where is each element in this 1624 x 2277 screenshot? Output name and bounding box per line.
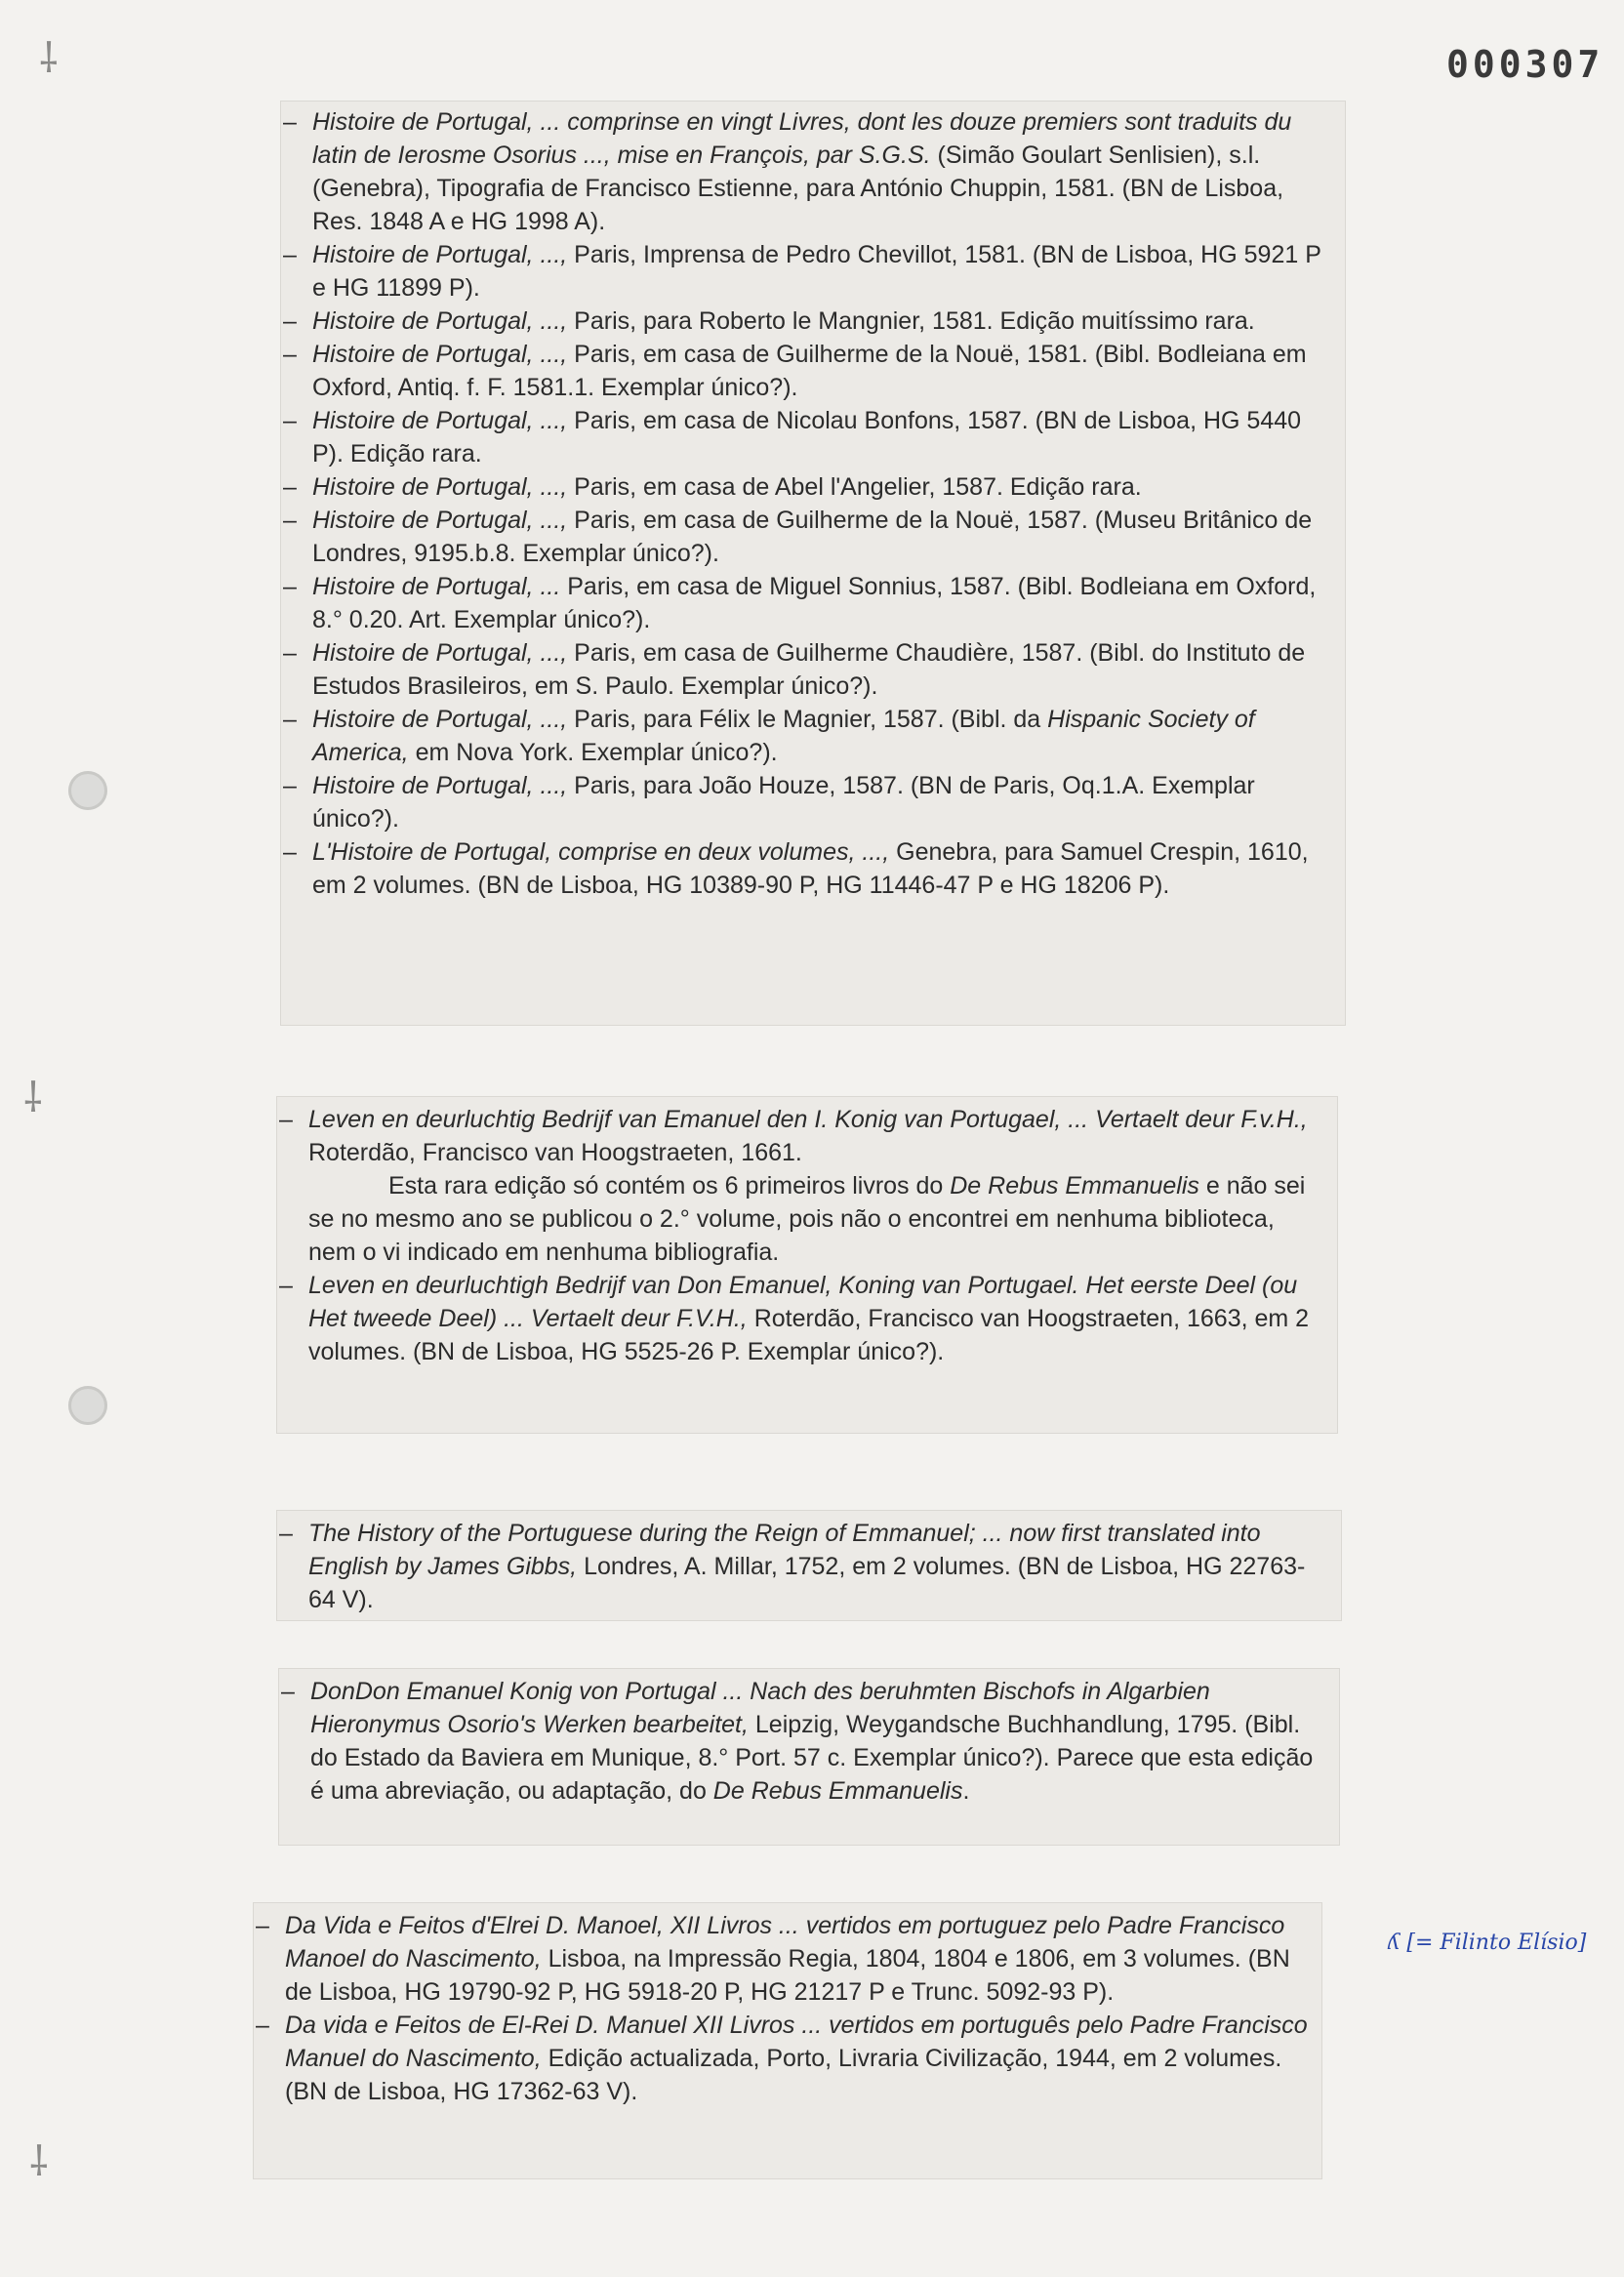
entry-leven-1661: – Leven en deurluchtig Bedrijf van Emanuel den I. Konig van Portugael, ... Vertaelt deur F.v.H., Roterdão, Francisco van Hoogstraeten, 1661. xyxy=(279,1106,1308,1166)
entry-histoire-1587-chaudiere: – Histoire de Portugal, ..., Paris, em casa de Guilherme Chaudière, 1587. (Bibl. do Instituto de Estudos Brasileiros, em S. Paulo. Exemplar único?). xyxy=(283,639,1306,700)
entry-histoire-1581-mangnier: – Histoire de Portugal, ..., Paris, para Roberto le Mangnier, 1581. Edição muitíssimo rara. xyxy=(283,307,1255,335)
clipping-block-da-vida xyxy=(254,1903,1321,2178)
entry-histoire-1587-houze: – Histoire de Portugal, ..., Paris, para João Houze, 1587. (BN de Paris, Oq.1.A. Exemplar único?). xyxy=(283,772,1255,833)
entry-histoire-1581-genebra: – Histoire de Portugal, ... comprinse en vingt Livres, dont les douze premiers sont traduits du latin de Ierosme Osorius ..., mise en François, par S.G.S. (Simão Goulart Senlisien), s.l. (Genebra), Tipografia de Francisco Estienne, para António Chuppin, 1581. (BN de Lisboa, Res. 1848 A e HG 1998 A). xyxy=(283,108,1292,235)
entry-history-1752: – The History of the Portuguese during the Reign of Emmanuel; ... now first translated into English by James Gibbs, Londres, A. Millar, 1752, em 2 volumes. (BN de Lisboa, HG 22763-64 V). xyxy=(279,1520,1306,1613)
entry-histoire-1610-crespin: – L'Histoire de Portugal, comprise en deux volumes, ..., Genebra, para Samuel Crespin, 1610, em 2 volumes. (BN de Lisboa, HG 10389-90 P, HG 11446-47 P e HG 18206 P). xyxy=(283,838,1309,899)
entry-da-vida-1944: – Da vida e Feitos de El-Rei D. Manuel XII Livros ... vertidos em português pelo Padre Francisco Manuel do Nascimento, Edição actualizada, Porto, Livraria Civilização, 1944, em 2 volumes. (BN de Lisboa, HG 17362-63 V). xyxy=(256,2012,1308,2105)
entry-da-vida-1804: – Da Vida e Feitos d'Elrei D. Manoel, XII Livros ... vertidos em portuguez pelo Padre Francisco Manoel do Nascimento, Lisboa, na Impressão Regia, 1804, 1804 e 1806, em 3 volumes. (BN de Lisboa, HG 19790-92 P, HG 5918-20 P, HG 21217 P e Trunc. 5092-93 P). xyxy=(256,1912,1290,2006)
entry-histoire-1587-noue: – Histoire de Portugal, ..., Paris, em casa de Guilherme de la Nouë, 1587. (Museu Britânico de Londres, 9195.b.8. Exemplar único?). xyxy=(283,507,1313,567)
handwritten-note: ʎ [= Filinto Elísio] xyxy=(1388,1931,1587,1955)
page-number: 000307 xyxy=(1446,43,1604,86)
punch-hole-lower xyxy=(68,1386,107,1425)
entry-histoire-1587-magnier: – Histoire de Portugal, ..., Paris, para Félix le Magnier, 1587. (Bibl. da Hispanic Society of America, em Nova York. Exemplar único?). xyxy=(283,706,1255,766)
margin-mark-middle: ⸸ xyxy=(23,1074,43,1121)
entry-histoire-1587-sonnius: – Histoire de Portugal, ... Paris, em casa de Miguel Sonnius, 1587. (Bibl. Bodleiana em Oxford, 8.° 0.20. Art. Exemplar único?). xyxy=(283,573,1317,633)
clipping-block-leven xyxy=(277,1097,1337,1433)
punch-hole-upper xyxy=(68,771,107,810)
entry-histoire-1581-noue: – Histoire de Portugal, ..., Paris, em casa de Guilherme de la Nouë, 1581. (Bibl. Bodleiana em Oxford, Antiq. f. F. 1581.1. Exemplar único?). xyxy=(283,341,1307,401)
clipping-block-history xyxy=(277,1511,1341,1620)
entry-histoire-1587-angelier: – Histoire de Portugal, ..., Paris, em casa de Abel l'Angelier, 1587. Edição rara. xyxy=(283,473,1142,501)
clipping-block-histoire xyxy=(281,102,1345,1025)
commentary-leven-1661: Esta rara edição só contém os 6 primeiros livros do De Rebus Emmanuelis e não sei se no mesmo ano se publicou o 2.° volume, pois não o encontrei em nenhuma biblioteca, nem o vi indicado em nenhuma bibliografia. xyxy=(308,1172,1306,1266)
entry-histoire-1587-bonfons: – Histoire de Portugal, ..., Paris, em casa de Nicolau Bonfons, 1587. (BN de Lisboa, HG 5440 P). Edição rara. xyxy=(283,407,1302,468)
entry-histoire-1581-chevillot: – Histoire de Portugal, ..., Paris, Imprensa de Pedro Chevillot, 1581. (BN de Lisboa, HG 5921 P e HG 11899 P). xyxy=(283,241,1321,302)
margin-mark-bottom: ⸸ xyxy=(29,2137,49,2185)
margin-mark-top: ⸸ xyxy=(39,34,59,82)
entry-leven-1663: – Leven en deurluchtigh Bedrijf van Don Emanuel, Koning van Portugael. Het eerste Deel (ou Het tweede Deel) ... Vertaelt deur F.V.H., Roterdão, Francisco van Hoogstraeten, 1663, em 2 volumes. (BN de Lisboa, HG 5525-26 P. Exemplar único?). xyxy=(279,1272,1310,1365)
insertion-mark-icon: ʎ xyxy=(1388,1931,1407,1955)
entry-dondon-1795: – DonDon Emanuel Konig von Portugal ... Nach des beruhmten Bischofs in Algarbien Hieronymus Osorio's Werken bearbeitet, Leipzig, Weygandsche Buchhandlung, 1795. (Bibl. do Estado da Baviera em Munique, 8.° Port. 57 c. Exemplar único?). Parece que esta edição é uma abreviação, ou adaptação, do De Rebus Emmanuelis. xyxy=(281,1678,1314,1805)
clipping-block-dondon xyxy=(279,1669,1339,1845)
